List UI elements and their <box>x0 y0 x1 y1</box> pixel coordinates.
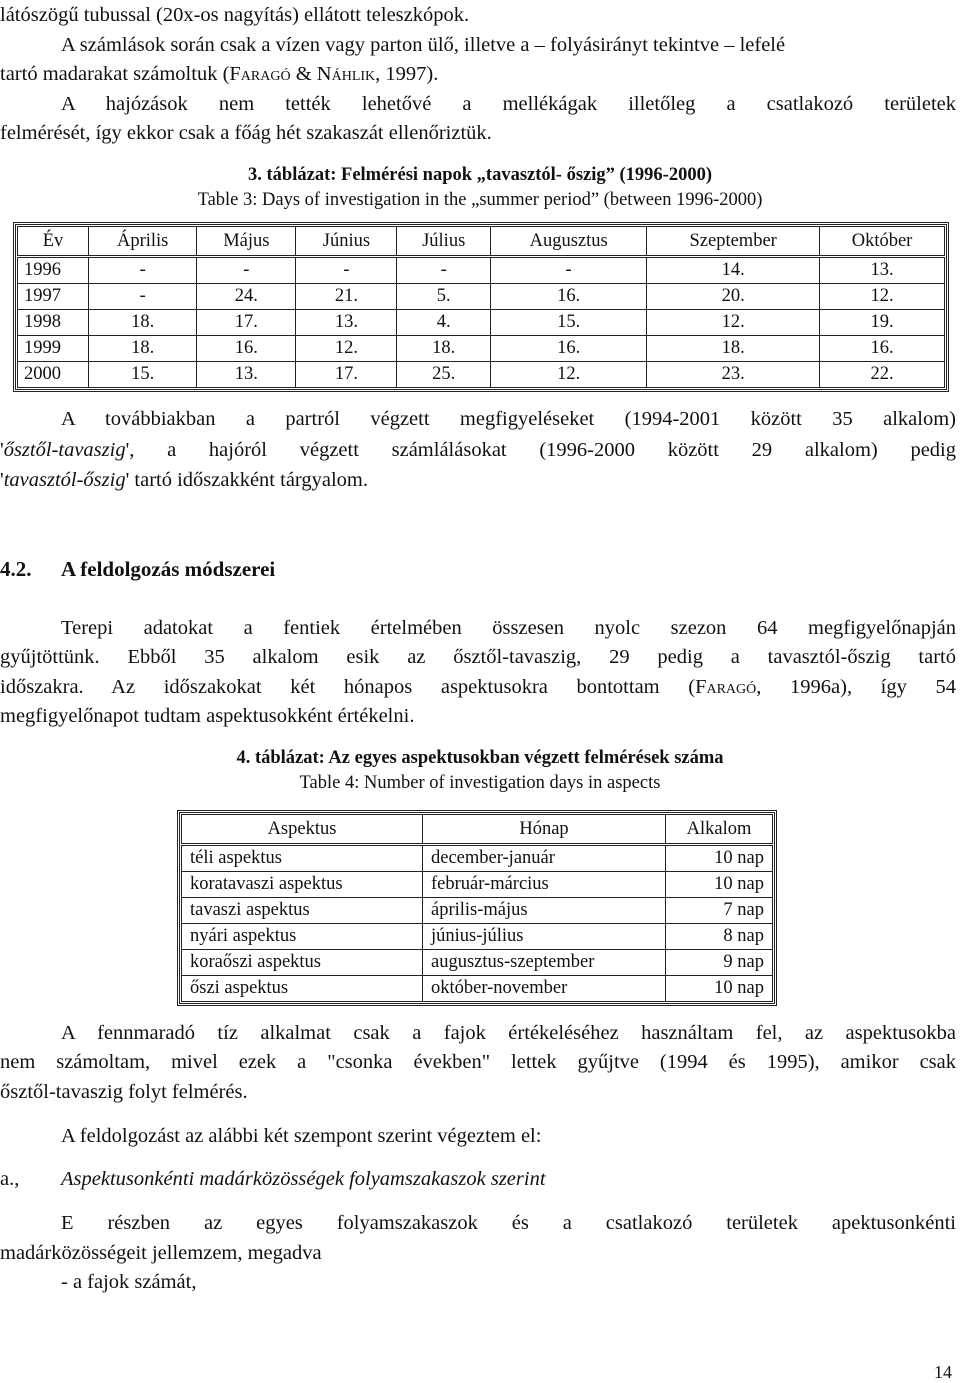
table-cell: 18. <box>647 336 820 362</box>
table-cell: 1999 <box>18 336 89 362</box>
table-cell: október-november <box>423 976 666 1002</box>
para3-line-3-post: , 1996a), így 54 <box>756 676 957 698</box>
para2-line-2-rest: ', a hajóról végzett számlálásokat (1996-2000 között 29 alkalom) pedig <box>125 439 956 461</box>
table-cell: - <box>197 257 296 284</box>
table-cell: - <box>89 257 197 284</box>
table-cell: koratavaszi aspektus <box>182 872 423 898</box>
intro-line-2: A számlások során csak a vízen vagy parton ülő, illetve a – folyásirányt tekintve – lefelé <box>61 34 786 56</box>
para6-line-1: E részben az egyes folyamszakaszok és a csatlakozó területek apektusonkénti <box>61 1212 956 1234</box>
section-number: 4.2. <box>0 557 32 581</box>
intro-line-3-post: , 1997). <box>375 63 439 85</box>
table-cell: 16. <box>197 336 296 362</box>
para5: A feldolgozást az alábbi két szempont szerint végeztem el: <box>61 1125 542 1147</box>
table4-caption-en: Table 4: Number of investigation days in aspects <box>299 773 661 793</box>
para2-line-3-rest: ' tartó időszakként tárgyalom. <box>125 469 368 491</box>
table3-header: Június <box>296 227 397 257</box>
intro-line-3-pre: tartó madarakat számoltuk ( <box>0 63 230 85</box>
table-cell: 8 nap <box>666 924 773 950</box>
table-cell: 13. <box>820 257 945 284</box>
table-cell: 2000 <box>18 362 89 388</box>
table-cell: téli aspektus <box>182 845 423 872</box>
table-cell: nyári aspektus <box>182 924 423 950</box>
table3-header-row <box>18 227 945 257</box>
intro-line-5: felmérését, így ekkor csak a főág hét szakaszát ellenőriztük. <box>0 122 492 144</box>
table4-header: Aspektus <box>182 815 423 845</box>
ampersand: & <box>290 63 317 85</box>
intro-line-4: A hajózások nem tették lehetővé a mellékágak illetőleg a csatlakozó területek <box>61 93 956 115</box>
table-cell: 17. <box>197 310 296 336</box>
table-row <box>18 362 945 388</box>
table-cell: 20. <box>647 284 820 310</box>
table-cell: 25. <box>397 362 491 388</box>
table-cell: 22. <box>820 362 945 388</box>
table-cell: - <box>296 257 397 284</box>
table-cell: 18. <box>397 336 491 362</box>
table-cell: tavaszi aspektus <box>182 898 423 924</box>
table-cell: 12. <box>647 310 820 336</box>
table3-header: Év <box>18 227 89 257</box>
author-nahlik: Náhlik <box>316 63 376 85</box>
table4-header: Alkalom <box>666 815 773 845</box>
table-cell: 19. <box>820 310 945 336</box>
table-cell: 23. <box>647 362 820 388</box>
table-cell: 12. <box>296 336 397 362</box>
table-cell: augusztus-szeptember <box>423 950 666 976</box>
table3-caption-en: Table 3: Days of investigation in the „summer period” (between 1996-2000) <box>197 190 763 210</box>
table-cell: április-május <box>423 898 666 924</box>
table-cell: - <box>89 284 197 310</box>
table-row <box>18 310 945 336</box>
table-row <box>18 336 945 362</box>
author-farago: Faragó <box>229 63 291 85</box>
table-cell: 10 nap <box>666 976 773 1002</box>
table4-header-row <box>182 815 773 845</box>
table-cell: 16. <box>820 336 945 362</box>
para2-line-1: A továbbiakban a partról végzett megfigyeléseket (1994-2001 között 35 alkalom) <box>61 408 956 430</box>
table-cell: 18. <box>89 336 197 362</box>
table-row <box>182 898 773 924</box>
table-cell: 14. <box>647 257 820 284</box>
table-cell: 13. <box>296 310 397 336</box>
para3-line-4: megfigyelőnapot tudtam aspektusokként értékelni. <box>0 705 415 727</box>
para4-line-3: ősztől-tavaszig folyt felmérés. <box>0 1081 248 1103</box>
table3-header: Július <box>397 227 491 257</box>
table-cell: június-július <box>423 924 666 950</box>
table3-caption-hu: 3. táblázat: Felmérési napok „tavasztól- őszig” (1996-2000) <box>248 165 712 185</box>
table3-header: Szeptember <box>647 227 820 257</box>
table-row <box>18 257 945 284</box>
table-cell: 24. <box>197 284 296 310</box>
table4-header: Hónap <box>423 815 666 845</box>
table-cell: 16. <box>491 336 647 362</box>
table-row <box>182 976 773 1002</box>
table-cell: 12. <box>491 362 647 388</box>
intro-line-1: látószögű tubussal (20x-os nagyítás) ellátott teleszkópok. <box>0 4 470 26</box>
table-row <box>182 950 773 976</box>
table-cell: 13. <box>197 362 296 388</box>
para4-line-1: A fennmaradó tíz alkalmat csak a fajok értékeléséhez használtam fel, az aspektusokba <box>61 1022 956 1044</box>
table-row <box>182 845 773 872</box>
table3-header: Október <box>820 227 945 257</box>
para6-line-3: - a fajok számát, <box>61 1271 197 1293</box>
table-cell: - <box>491 257 647 284</box>
term-osztol-tavaszig: ősztől-tavaszig <box>3 439 126 461</box>
para3-line-3-pre: időszakra. Az időszakokat két hónapos aspektusokra bontottam ( <box>0 676 696 698</box>
table3-header: Április <box>89 227 197 257</box>
table-cell: 12. <box>820 284 945 310</box>
table3 <box>17 226 945 388</box>
table-cell: 15. <box>89 362 197 388</box>
table-cell: 7 nap <box>666 898 773 924</box>
table4 <box>181 814 773 1002</box>
table3-header: Augusztus <box>491 227 647 257</box>
para2-line-3 <box>0 468 368 492</box>
para6-line-2: madárközösségeit jellemzem, megadva <box>0 1242 322 1264</box>
table-cell: december-január <box>423 845 666 872</box>
list-marker-a: a., <box>0 1168 20 1190</box>
table-cell: 18. <box>89 310 197 336</box>
author-farago: Faragó <box>695 676 757 698</box>
table-cell: 10 nap <box>666 845 773 872</box>
para3-line-1: Terepi adatokat a fentiek értelmében összesen nyolc szezon 64 megfigyelőnapján <box>61 617 956 639</box>
table-cell: 17. <box>296 362 397 388</box>
table-cell: őszi aspektus <box>182 976 423 1002</box>
table-row <box>182 924 773 950</box>
para3-line-3 <box>0 675 956 699</box>
table-cell: - <box>397 257 491 284</box>
table-cell: 4. <box>397 310 491 336</box>
table-cell: 15. <box>491 310 647 336</box>
page-number: 14 <box>934 1362 952 1382</box>
table-row <box>182 872 773 898</box>
list-item-a: Aspektusonkénti madárközösségek folyamszakaszok szerint <box>61 1168 546 1190</box>
table-cell: 1996 <box>18 257 89 284</box>
table-cell: 5. <box>397 284 491 310</box>
intro-line-3 <box>0 62 438 86</box>
table-cell: 9 nap <box>666 950 773 976</box>
para4-line-2: nem számoltam, mivel ezek a "csonka években" lettek gyűjtve (1994 és 1995), amikor csak <box>0 1051 956 1073</box>
term-tavasztol-oszig: tavasztól-őszig <box>3 469 126 491</box>
table-cell: február-március <box>423 872 666 898</box>
table-cell: koraőszi aspektus <box>182 950 423 976</box>
table4-caption-hu: 4. táblázat: Az egyes aspektusokban végzett felmérések száma <box>236 748 724 768</box>
quote: ' <box>0 469 4 491</box>
table-cell: 1997 <box>18 284 89 310</box>
section-title: A feldolgozás módszerei <box>61 557 276 581</box>
table3-header: Május <box>197 227 296 257</box>
table-cell: 21. <box>296 284 397 310</box>
table-cell: 16. <box>491 284 647 310</box>
table-cell: 10 nap <box>666 872 773 898</box>
table-cell: 1998 <box>18 310 89 336</box>
quote: ' <box>0 439 4 461</box>
para3-line-2: gyűjtöttünk. Ebből 35 alkalom esik az ősztől-tavaszig, 29 pedig a tavasztól-őszig tartó <box>0 646 956 668</box>
para2-line-2 <box>0 438 956 462</box>
table-row <box>18 284 945 310</box>
